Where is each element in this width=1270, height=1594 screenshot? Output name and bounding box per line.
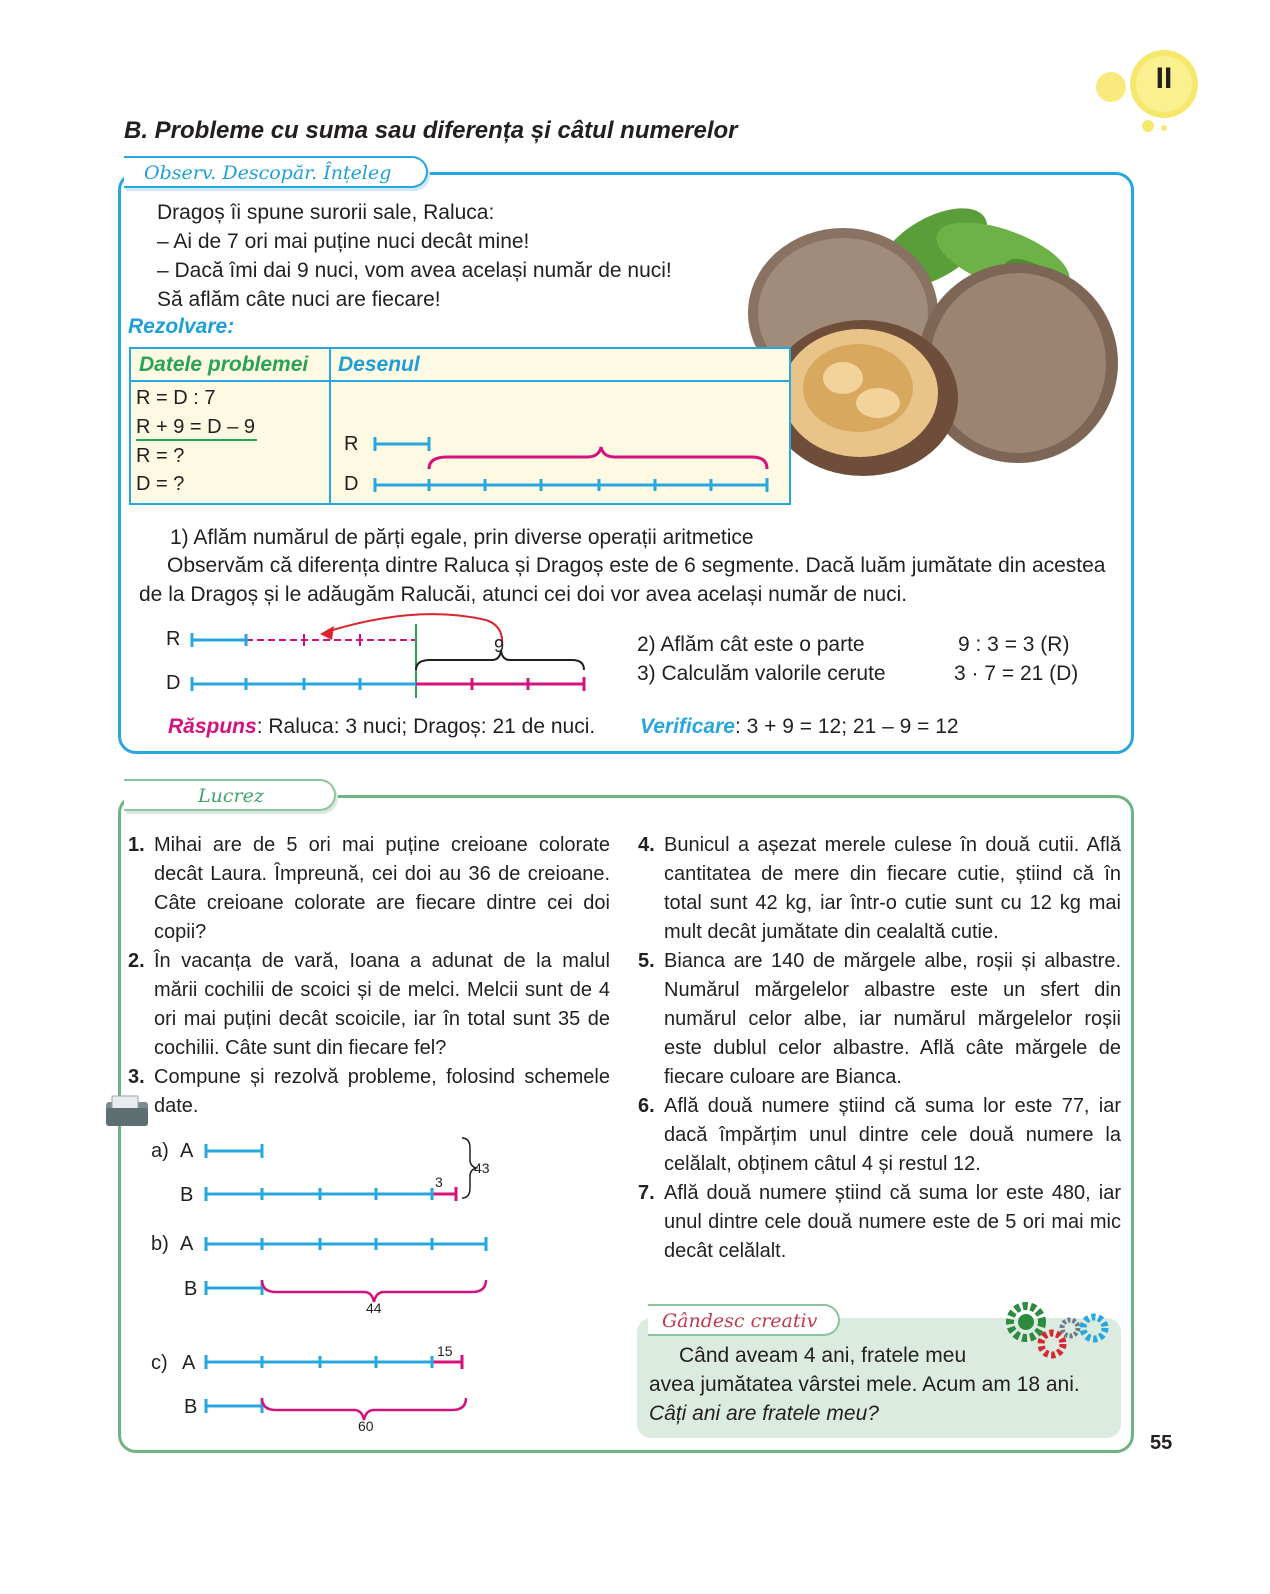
scheme-a-b: B xyxy=(180,1184,194,1206)
folder-icon xyxy=(104,1094,150,1133)
drawing-label-r: R xyxy=(344,433,359,455)
scheme-c-drawing xyxy=(200,1346,500,1426)
scheme-c-a: A xyxy=(182,1352,196,1374)
section-title: B. Probleme cu suma sau diferența și câtul numerelor xyxy=(124,117,738,144)
exercise-text: În vacanța de vară, Ioana a adunat de la malul mării cochilii de scoici și de melci. Melcii sunt de 4 ori mai puțini decât scoicile, iar în total sunt 35 de cochilii. Câte sunt din fiecare fel? xyxy=(154,950,610,1059)
scheme-c-b: B xyxy=(184,1396,198,1418)
table-header-drawing: Desenul xyxy=(338,353,420,376)
gears-icon xyxy=(1004,1302,1114,1367)
creative-line-1: Când aveam 4 ani, fratele meu xyxy=(679,1344,967,1367)
scheme-b-label: b) xyxy=(151,1233,169,1255)
scheme-c-label: c) xyxy=(151,1352,168,1374)
drawing-label-d: D xyxy=(344,473,359,495)
exercise-number: 6. xyxy=(638,1095,655,1117)
verify-label: Verificare xyxy=(640,715,735,738)
creative-question: Câți ani are fratele meu? xyxy=(649,1402,879,1425)
observation-text: Observăm că diferența dintre Raluca și Dragoș este de 6 segmente. Dacă luăm jumătate din acestea de la Dragoș și le adăugăm Ralucăi, atunci cei doi vor avea același număr de nuci. xyxy=(139,554,1106,606)
table-header-data: Datele problemei xyxy=(139,353,309,376)
intro-line: – Dacă îmi dai 9 nuci, vom avea același număr de nuci! xyxy=(157,259,672,282)
answer-line xyxy=(168,712,595,741)
problem-table xyxy=(129,347,791,505)
scheme-a-a: A xyxy=(180,1140,194,1162)
exercise-item xyxy=(638,831,1121,947)
diagram-label-d: D xyxy=(166,672,181,694)
walnuts-image xyxy=(748,188,1136,478)
exercise-item xyxy=(638,947,1121,1092)
intro-line: Dragoș îi spune surorii sale, Raluca: xyxy=(157,201,495,224)
scheme-b-drawing xyxy=(200,1228,500,1308)
exercise-number: 7. xyxy=(638,1182,655,1204)
exercise-text: Află două numere știind că suma lor este 480, iar unul dintre cele două numere este de 5 ori mai mic decât celălalt. xyxy=(664,1182,1121,1262)
table-row: D = ? xyxy=(136,473,185,495)
exercise-number: 4. xyxy=(638,834,655,856)
exercise-number: 3. xyxy=(128,1066,145,1088)
unit-badge xyxy=(1118,48,1202,132)
exercise-text: Mihai are de 5 ori mai puține creioane colorate decât Laura. Împreună, cei doi au 36 de creioane. Câte creioane colorate are fiecare dintre cei doi copii? xyxy=(154,834,610,943)
exercise-text: Bianca are 140 de mărgele albe, roșii și albastre. Numărul mărgelelor albastre este un sfert din numărul celor albe, iar numărul mărgelelor roșii este dublul celor albastre. Află câte mărgele de fiecare culoare are Bianca. xyxy=(664,950,1121,1088)
segment-drawing xyxy=(367,429,787,499)
observ-tab: Observ. Descopăr. Înțeleg xyxy=(124,156,428,188)
creative-tab: Gândesc creativ xyxy=(648,1304,840,1336)
lucrez-tab: Lucrez xyxy=(124,779,336,811)
step-1: 1) Aflăm numărul de părți egale, prin diverse operații aritmetice xyxy=(170,526,754,549)
exercises-left xyxy=(128,831,610,1121)
diagram-nine: 9 xyxy=(494,636,505,656)
scheme-a-label: a) xyxy=(151,1140,169,1162)
unit-number: II xyxy=(1155,62,1173,95)
verify-text: : 3 + 9 = 12; 21 – 9 = 12 xyxy=(734,715,959,738)
diagram-label-r: R xyxy=(166,628,181,650)
bubble-decoration xyxy=(1096,72,1126,102)
verify-line xyxy=(640,712,959,741)
step-2-text: 2) Aflăm cât este o parte xyxy=(637,633,865,656)
exercise-number: 1. xyxy=(128,834,145,856)
exercise-text: Află două numere știind că suma lor este 77, iar dacă împărțim unul dintre cele două numere la celălalt, obținem câtul 4 și restul 12. xyxy=(664,1095,1121,1175)
exercise-item xyxy=(128,947,610,1063)
page-number: 55 xyxy=(1150,1432,1173,1454)
table-row: R = D : 7 xyxy=(136,387,216,409)
table-row: R = ? xyxy=(136,445,185,467)
intro-line: Să aflăm câte nuci are fiecare! xyxy=(157,288,441,311)
scheme-b-total: 44 xyxy=(366,1300,382,1316)
answer-label: Răspuns xyxy=(168,715,257,738)
intro-line: – Ai de 7 ori mai puține nuci decât mine! xyxy=(157,230,530,253)
scheme-a-drawing xyxy=(200,1134,500,1204)
exercise-item xyxy=(128,831,610,947)
problem-intro xyxy=(157,198,672,314)
exercises-right xyxy=(638,831,1121,1266)
exercise-text: Bunicul a așezat merele culese în două cutii. Află cantitatea de mere din fiecare cutie, știind că în total sunt 42 kg, iar într-o cutie sunt cu 12 kg mai mult decât jumătate din cealaltă cutie. xyxy=(664,834,1121,943)
exercise-number: 5. xyxy=(638,950,655,972)
transfer-diagram xyxy=(186,610,596,700)
step-3-calc: 3 · 7 = 21 (D) xyxy=(954,662,1079,685)
exercise-item xyxy=(128,1063,610,1121)
scheme-c-small: 15 xyxy=(437,1343,453,1359)
table-row: R + 9 = D – 9 xyxy=(136,416,257,441)
step-3-text: 3) Calculăm valorile cerute xyxy=(637,662,886,685)
exercise-number: 2. xyxy=(128,950,145,972)
exercise-text: Compune și rezolvă probleme, folosind schemele date. xyxy=(154,1066,610,1117)
answer-text: : Raluca: 3 nuci; Dragoș: 21 de nuci. xyxy=(256,715,596,738)
exercise-item xyxy=(638,1179,1121,1266)
exercise-item xyxy=(638,1092,1121,1179)
scheme-c-total: 60 xyxy=(358,1418,374,1434)
creative-line-2: avea jumătatea vârstei mele. Acum am 18 ani. xyxy=(649,1373,1080,1396)
scheme-a-small: 3 xyxy=(435,1174,443,1190)
scheme-a-total: 43 xyxy=(474,1160,490,1176)
step-2-calc: 9 : 3 = 3 (R) xyxy=(958,633,1070,656)
rezolvare-label: Rezolvare: xyxy=(128,315,235,338)
scheme-b-b: B xyxy=(184,1278,198,1300)
scheme-b-a: A xyxy=(180,1233,194,1255)
